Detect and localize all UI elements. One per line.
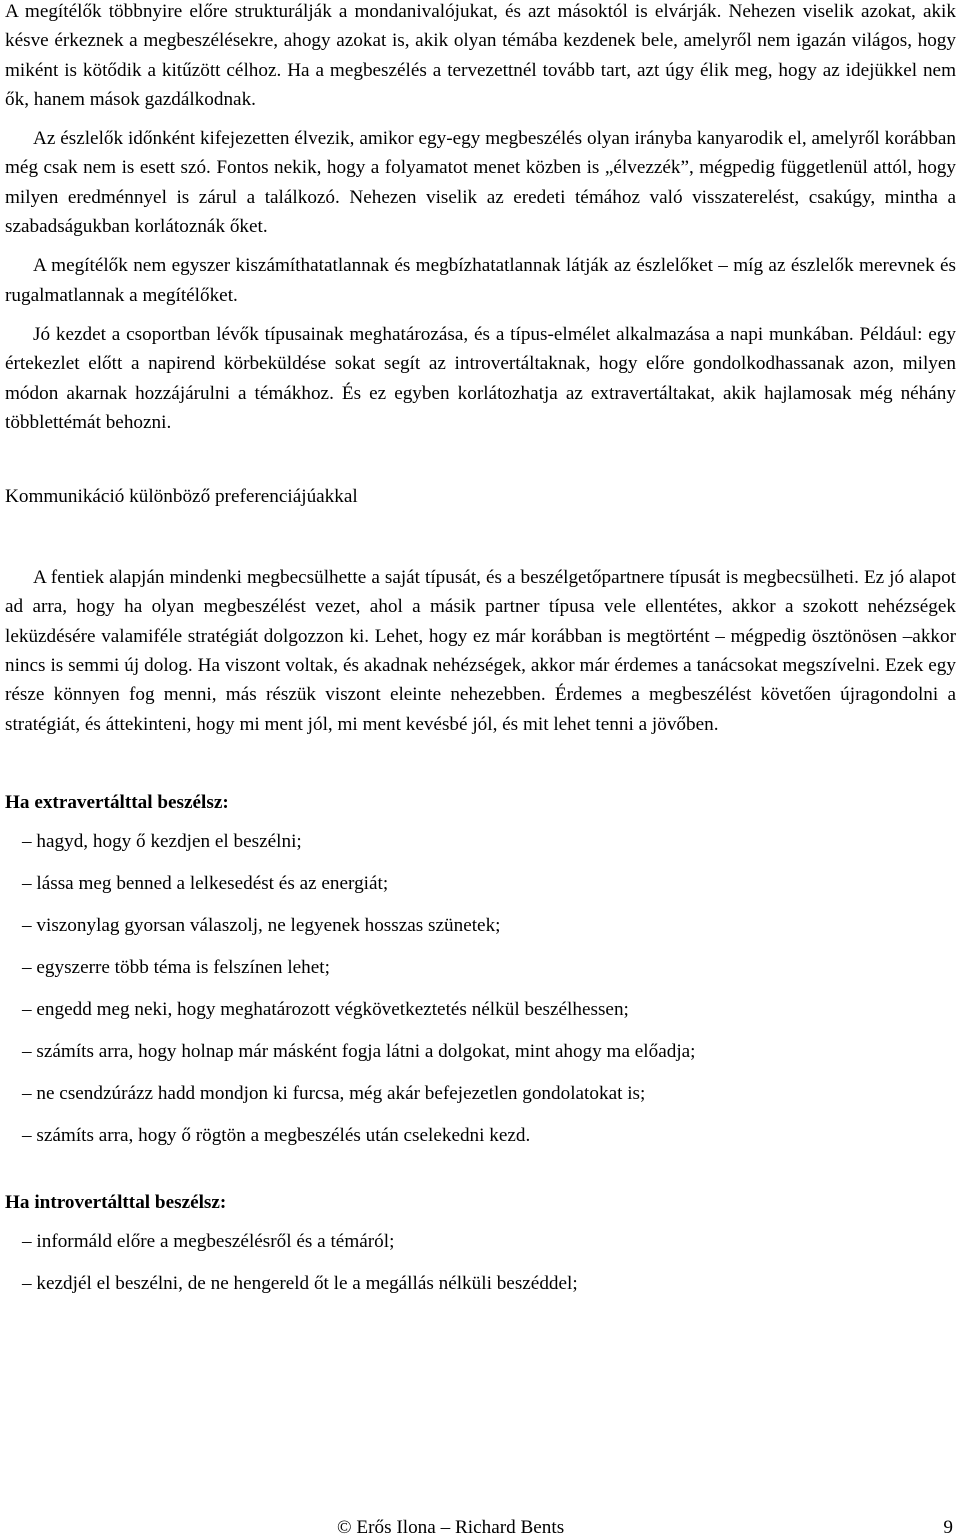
list-item: – engedd meg neki, hogy meghatározott végkövetkeztetés nélkül beszélhessen; [22,998,629,1020]
list-item: – viszonylag gyorsan válaszolj, ne legyenek hosszas szünetek; [22,914,501,936]
page-number: 9 [943,1517,953,1538]
paragraph-4: Jó kezdet a csoportban lévők típusainak meghatározása, és a típus-elmélet alkalmazása a napi munkában. Például: egy értekezlet előtt a napirend körbeküldése sokat segít az introvertáltaknak, hogy előre gondolkodhassanak azon, milyen módon akarnak hozzájárulni a témákhoz. És ez egyben korlátozhatja az extravertáltakat, akik hajlamosak még néhány többlettémát behozni. [5,323,956,433]
paragraph-2: Az észlelők időnként kifejezetten élvezik, amikor egy-egy megbeszélés olyan irányba kanyarodik el, amelyről korábban még csak nem is esett szó. Fontos nekik, hogy a folyamatot menet közben is „élvezzék”, mégpedig függetlenül attól, hogy milyen eredménnyel is zárul a találkozó. Nehezen viselik az eredeti témához való visszaterelést, csakúgy, mintha a szabadságukban korlátoznák őket. [5,128,956,238]
footer-copyright: © Erős Ilona – Richard Bents [337,1517,565,1538]
paragraph-3: A megítélők nem egyszer kiszámíthatatlannak és megbízhatatlannak látják az észlelőket – míg az észlelők merevnek és rugalmatlannak a megítélőket. [5,255,956,306]
section-heading: Kommunikáció különböző preferenciájúakkal [5,486,358,508]
list-item: – egyszerre több téma is felszínen lehet; [22,956,330,978]
extravert-heading: Ha extravertálttal beszélsz: [5,791,229,813]
introvert-list [5,1227,956,1311]
list-item: – ne csendzúrázz hadd mondjon ki furcsa, még akár befejezetlen gondolatokat is; [22,1082,646,1104]
list-item: – informáld előre a megbeszélésről és a témáról; [22,1230,395,1252]
list-item: – kezdjél el beszélni, de ne hengereld őt le a megállás nélküli beszéddel; [22,1272,578,1294]
list-item: – számíts arra, hogy ő rögtön a megbeszélés után cselekedni kezd. [22,1124,531,1146]
extravert-list [5,827,956,1163]
page-footer [0,1517,960,1539]
document-page [5,0,956,1311]
list-item: – lássa meg benned a lelkesedést és az energiát; [22,872,389,894]
list-item: – hagyd, hogy ő kezdjen el beszélni; [22,830,302,852]
list-item: – számíts arra, hogy holnap már másként fogja látni a dolgokat, mint ahogy ma előadja; [22,1040,696,1062]
paragraph-1: A megítélők többnyire előre strukturálják a mondanivalójukat, és azt másoktól is elvárják. Nehezen viselik azokat, akik késve érkeznek a megbeszélésekre, ahogy azokat is, akik olyan témába kezdenek bele, amelyről nem igazán világos, hogy miként is kötődik a kitűzött célhoz. Ha a megbeszélés a tervezettnél tovább tart, azt úgy élik meg, hogy az idejükkel nem ők, hanem mások gazdálkodnak. [5,1,956,110]
introvert-heading: Ha introvertálttal beszélsz: [5,1191,227,1213]
section-paragraph: A fentiek alapján mindenki megbecsülhette a saját típusát, és a beszélgetőpartnere típusát is megbecsülheti. Ez jó alapot ad arra, hogy ha olyan megbeszélést vezet, ahol a másik partner típusa vele ellentétes, akkor a szokott nehézségek leküzdésére valamiféle stratégiát dolgozzon ki. Lehet, hogy ez már korábban is megtörtént – mégpedig ösztönösen –akkor nincs is semmi új dolog. Ha viszont voltak, és akadnak nehézségek, akkor már érdemes a tanácsokat megszívelni. Ezek egy része könnyen fog menni, más részük viszont eleinte nehezebben. Érdemes a megbeszélést követően újragondolni a stratégiát, és áttekinteni, hogy mi ment jól, mi ment kevésbé jól, és mit lehet tenni a jövőben. [5,567,956,735]
